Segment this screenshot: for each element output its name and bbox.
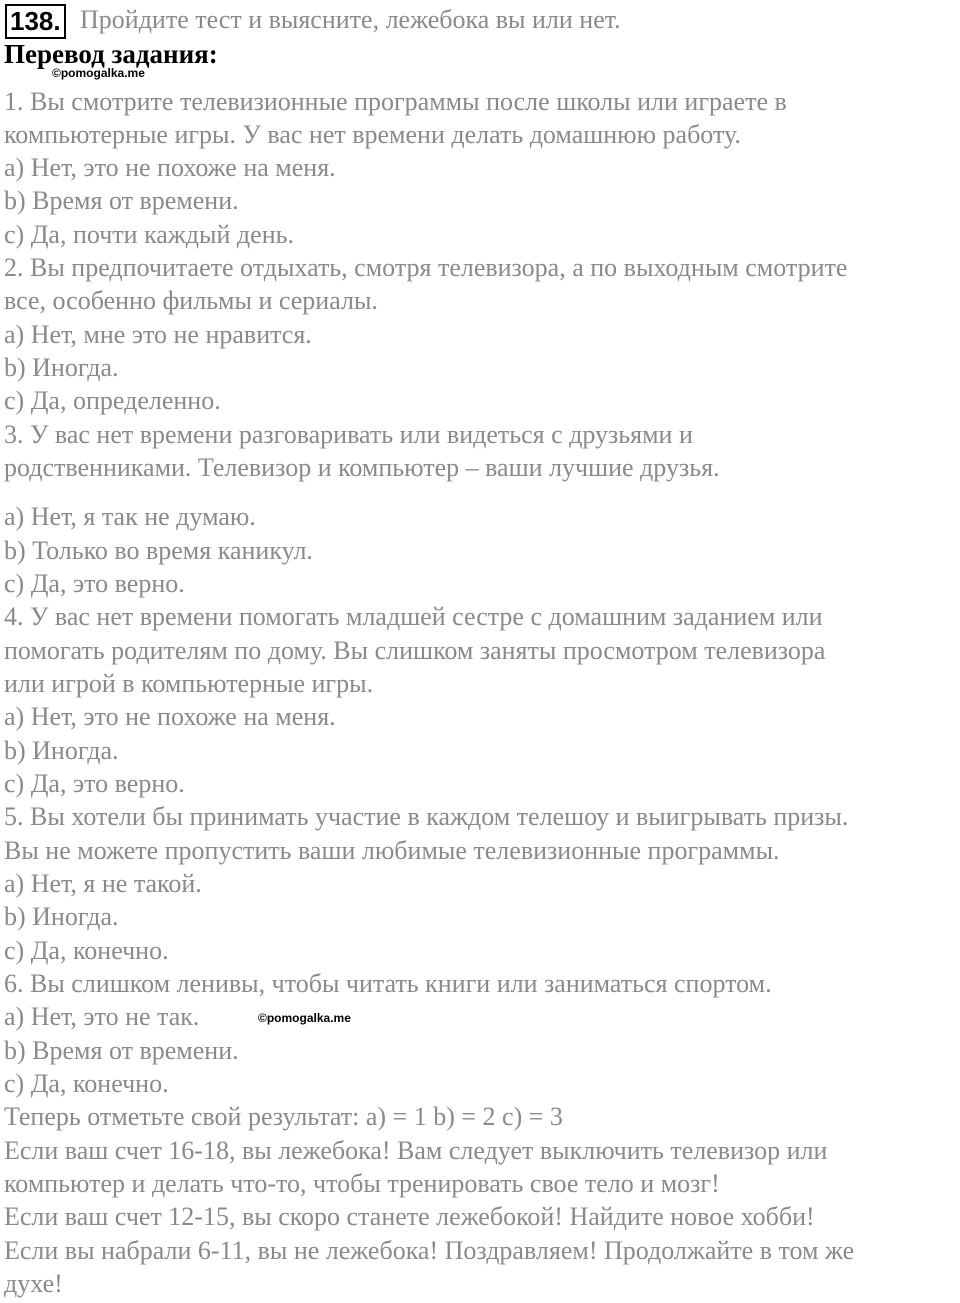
text-line: c) Да, почти каждый день.: [4, 220, 294, 249]
text-line: b) Иногда.: [4, 736, 119, 765]
text-line: 1. Вы смотрите телевизионные программы после школы или играете в: [4, 87, 787, 116]
text-line: 4. У вас нет времени помогать младшей сестре с домашним заданием или: [4, 602, 823, 631]
text-line: a) Нет, это не похоже на меня.: [4, 153, 336, 182]
text-line: b) Время от времени.: [4, 1036, 239, 1065]
text-line: b) Только во время каникул.: [4, 536, 313, 565]
text-line: a) Нет, я не такой.: [4, 869, 202, 898]
watermark-logo: ©pomogalka.me: [52, 66, 145, 80]
task-number-box: 138.: [5, 4, 66, 39]
text-line: b) Иногда.: [4, 353, 119, 382]
text-line: 5. Вы хотели бы принимать участие в каждом телешоу и выигрывать призы.: [4, 802, 849, 831]
text-line: 3. У вас нет времени разговаривать или видеться с друзьями и: [4, 420, 693, 449]
text-line: помогать родителям по дому. Вы слишком заняты просмотром телевизора: [4, 636, 826, 665]
task-title: Пройдите тест и выясните, лежебока вы или нет.: [80, 5, 621, 34]
text-line: a) Нет, мне это не нравится.: [4, 320, 312, 349]
text-line: c) Да, конечно.: [4, 936, 169, 965]
text-line: Если ваш счет 16-18, вы лежебока! Вам следует выключить телевизор или: [4, 1136, 828, 1165]
translation-heading: Перевод задания:: [4, 39, 218, 69]
text-line: c) Да, это верно.: [4, 769, 185, 798]
text-line: c) Да, конечно.: [4, 1069, 169, 1098]
text-line: a) Нет, это не так.: [4, 1002, 200, 1031]
text-line: Вы не можете пропустить ваши любимые телевизионные программы.: [4, 836, 780, 865]
text-line: Если ваш счет 12-15, вы скоро станете лежебокой! Найдите новое хобби!: [4, 1202, 815, 1231]
text-line: духе!: [4, 1269, 63, 1298]
text-line: b) Время от времени.: [4, 186, 239, 215]
text-line: Если вы набрали 6-11, вы не лежебока! Поздравляем! Продолжайте в том же: [4, 1236, 855, 1265]
text-line: Теперь отметьте свой результат: a) = 1 b) = 2 c) = 3: [4, 1102, 563, 1131]
text-line: все, особенно фильмы и сериалы.: [4, 286, 378, 315]
text-line: родственниками. Телевизор и компьютер – ваши лучшие друзья.: [4, 453, 720, 482]
text-line: a) Нет, я так не думаю.: [4, 502, 256, 531]
text-line: a) Нет, это не похоже на меня.: [4, 702, 336, 731]
text-line: b) Иногда.: [4, 902, 119, 931]
text-line: 2. Вы предпочитаете отдыхать, смотря телевизора, а по выходным смотрите: [4, 253, 848, 282]
text-line: или игрой в компьютерные игры.: [4, 669, 374, 698]
text-line: c) Да, определенно.: [4, 386, 221, 415]
text-line: компьютерные игры. У вас нет времени делать домашнюю работу.: [4, 120, 741, 149]
text-line: c) Да, это верно.: [4, 569, 185, 598]
text-line: компьютер и делать что-то, чтобы тренировать свое тело и мозг!: [4, 1169, 720, 1198]
text-line: 6. Вы слишком ленивы, чтобы читать книги или заниматься спортом.: [4, 969, 772, 998]
watermark-logo: ©pomogalka.me: [258, 1011, 351, 1025]
